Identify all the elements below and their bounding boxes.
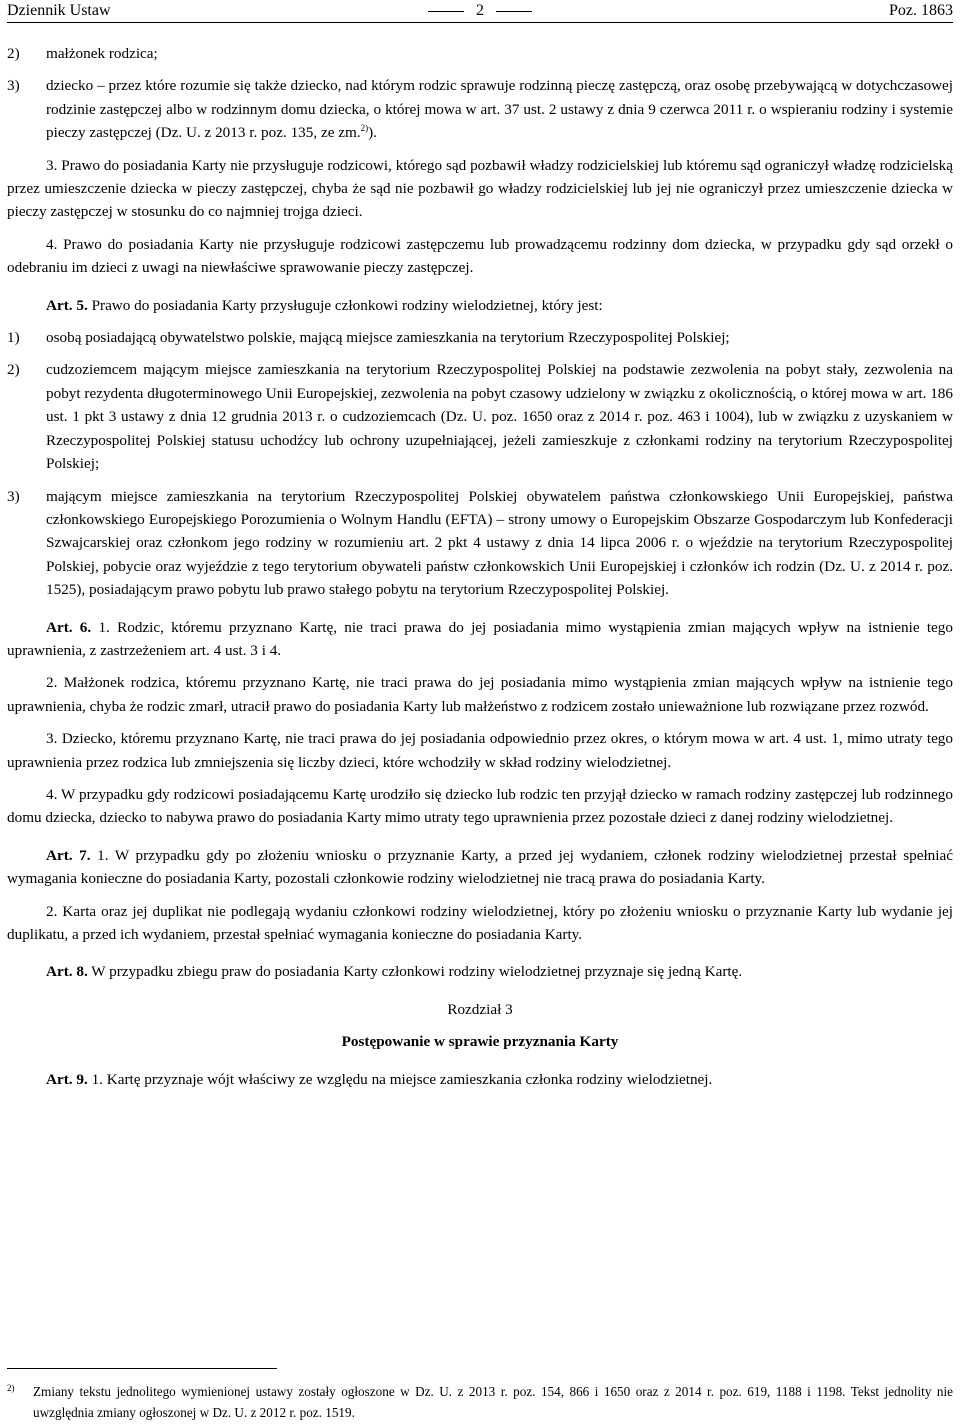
article-text: 1. W przypadku gdy po złożeniu wniosku o przyznanie Karty, a przed jej wydaniem, członek rodziny wielodzietnej przestał spełniać wymagania konieczne do posiadania Karty, pozostali członkowie rodziny wielodzietnej nie tracą prawa do posiadania Karty. [7,846,953,888]
article-text: 1. Rodzic, któremu przyznano Kartę, nie traci prawa do jej posiadania mimo wystąpienia zmian mających wpływ na istnienie tego uprawnienia, z zastrzeżeniem art. 4 ust. 3 i 4. [7,618,953,659]
article-text: Prawo do posiadania Karty przysługuje członkowi rodziny wielodzietnej, który jest: [91,296,603,314]
article-text: W przypadku zbiegu praw do posiadania Karty członkowi rodziny wielodzietnej przyznaje się jedną Kartę. [91,963,743,981]
article-label: Art. 9. [46,1070,88,1088]
list-item [7,326,953,349]
page-number-block [7,2,953,20]
item-text: mającym miejsce zamieszkania na terytorium Rzeczypospolitej Polskiej obywatelem państwa członkowskiego Unii Europejskiej, państwa członkowskiego Europejskiego Porozumienia o Wolnym Handlu (EFTA) – strony umowy o Europejskim Obszarze Gospodarczym lub Konfederacji Szwajcarskiej oraz członkom jego rodziny w rozumieniu art. 2 pkt 4 ustawy z dnia 14 lipca 2006 r. o wjeździe na terytorium Rzeczypospolitej Polskiej, pobycie oraz wyjeździe z tego terytorium obywateli państw członkowskich Unii Europejskiej i członków ich rodzin (Dz. U. z 2014 r. poz. 1525), posiadającym prawo pobytu lub prawo stałego pobytu na terytorium Rzeczypospolitej Polskiej. [46,487,953,599]
chapter-title: Postępowanie w sprawie przyznania Karty [341,1033,619,1051]
item-text [46,74,953,144]
header-rule [7,22,953,23]
dash-right [496,11,532,12]
footnote [7,1381,953,1423]
position-number: Poz. 1863 [889,2,953,19]
footnote-rule [7,1368,277,1369]
item-number: 1) [7,329,20,347]
item-text-end: ). [368,124,377,142]
item-text: małżonek rodzica; [46,45,158,62]
article-6-para-1 [7,616,953,663]
page-number: 2 [476,2,484,19]
article-6-para-4: 4. W przypadku gdy rodzicowi posiadającemu Kartę urodziło się dziecko lub rodzic ten przyjął dziecko w ramach rodziny zastępczej lub rodzinnego domu dziecka, dziecko to nabywa prawo do posiadania Karty mimo utraty tego uprawnienia przez pozostałe dzieci z danej rodziny wielodzietnej. [7,785,953,827]
item-number: 2) [7,361,20,379]
item-text: osobą posiadającą obywatelstwo polskie, mającą miejsce zamieszkania na terytorium Rzeczypospolitej Polskiej; [46,329,730,347]
article-7-para-1 [7,844,953,891]
footnote-ref: 2) [360,123,369,134]
article-8 [7,960,953,983]
article-7-para-2: 2. Karta oraz jej duplikat nie podlegają wydaniu członkowi rodziny wielodzietnej, który po złożeniu wniosku o przyznanie Karty lub wydanie jej duplikatu, a przed ich wydaniem, przestał spełniać wymagania konieczne do posiadania Karty. [7,902,953,943]
article-label: Art. 8. [46,963,88,981]
article-6-para-2: 2. Małżonek rodzica, któremu przyznano Kartę, nie traci prawa do jej posiadania mimo wystąpienia zmian mających wpływ na istnienie tego uprawnienia, chyba że rodzic zmarł, utracił prawo do posiadania Karty lub małżeństwo z rodzicem zostało unieważnione lub rozwiązane przez rozwód. [7,674,953,715]
article-5 [7,294,953,317]
article-label: Art. 6. [46,618,92,636]
document-page [7,0,953,1425]
list-item [7,358,953,475]
journal-title: Dziennik Ustaw [7,2,111,19]
dash-left [428,11,464,12]
page-header [7,0,953,27]
article-9 [7,1068,953,1091]
item-number: 2) [7,45,20,62]
item-text: cudzoziemcem mającym miejsce zamieszkania na terytorium Rzeczypospolitej Polskiej na podstawie zezwolenia na pobyt stały, zezwolenia na pobyt rezydenta długoterminowego Unii Europejskiej, zezwolenia na pobyt czasowy udzielony w związku z okolicznością, o której mowa w art. 186 ust. 1 pkt 3 ustawy z dnia 12 grudnia 2013 r. o cudzoziemcach (Dz. U. poz. 1650 oraz z 2014 r. poz. 463 i 1004), lub w związku z uzyskaniem w Rzeczypospolitej Polskiej statusu uchodźcy lub ochrony uzupełniającej, jeżeli zamieszkuje z członkami rodziny na terytorium Rzeczypospolitej Polskiej; [46,361,953,473]
article-label: Art. 7. [46,846,91,864]
item-number: 3) [7,77,20,95]
item-text-main: dziecko – przez które rozumie się także dziecko, nad którym rodzic sprawuje rodzinną pieczę zastępczą, oraz osobę przebywającą w dotychczasowej rodzinie zastępczej albo w rodzinnym domu dziecka, o której mowa w art. 37 ust. 2 ustawy z dnia 9 czerwca 2011 r. o wspieraniu rodziny i systemie pieczy zastępczej (Dz. U. z 2013 r. poz. 135, ze zm. [46,77,953,142]
article-6-para-3: 3. Dziecko, któremu przyznano Kartę, nie traci prawa do jej posiadania odpowiednio przez okres, o którym mowa w art. 4 ust. 1, mimo utraty tego uprawnienia przez rodzica lub zmniejszenia się liczby dzieci, które wchodziły w skład rodziny wielodzietnej. [7,730,953,771]
list-item [7,74,953,144]
paragraph-4: 4. Prawo do posiadania Karty nie przysługuje rodzicowi zastępczemu lub prowadzącemu rodzinny dom dziecka, w przypadku gdy sąd orzekł o odebraniu im dzieci z uwagi na niewłaściwe sprawowanie pieczy zastępczej. [7,235,953,277]
chapter-number: Rozdział 3 [447,1000,513,1018]
paragraph-3: 3. Prawo do posiadania Karty nie przysługuje rodzicowi, którego sąd pozbawił władzy rodzicielskiej lub któremu sąd ograniczył władzę rodzicielską przez umieszczenie dziecka w pieczy zastępczej, chyba że sąd nie pozbawił go władzy rodzicielskiej lub jej nie ograniczył przez umieszczenie dziecka w pieczy zastępczej w stosunku do co najmniej trojga dzieci. [7,156,953,221]
article-text: 1. Kartę przyznaje wójt właściwy ze względu na miejsce zamieszkania członka rodziny wielodzietnej. [91,1070,713,1088]
list-item [7,485,953,602]
list-item [7,42,953,65]
footnote-mark: 2) [7,1383,15,1393]
footnote-text: Zmiany tekstu jednolitego wymienionej ustawy zostały ogłoszone w Dz. U. z 2013 r. poz. 154, 866 i 1650 oraz z 2014 r. poz. 619, 1188 i 1198. Tekst jednolity nie uwzględnia zmiany ogłoszonej w Dz. U. z 2012 r. poz. 1519. [33,1384,953,1420]
article-label: Art. 5. [46,296,88,314]
item-number: 3) [7,487,20,505]
